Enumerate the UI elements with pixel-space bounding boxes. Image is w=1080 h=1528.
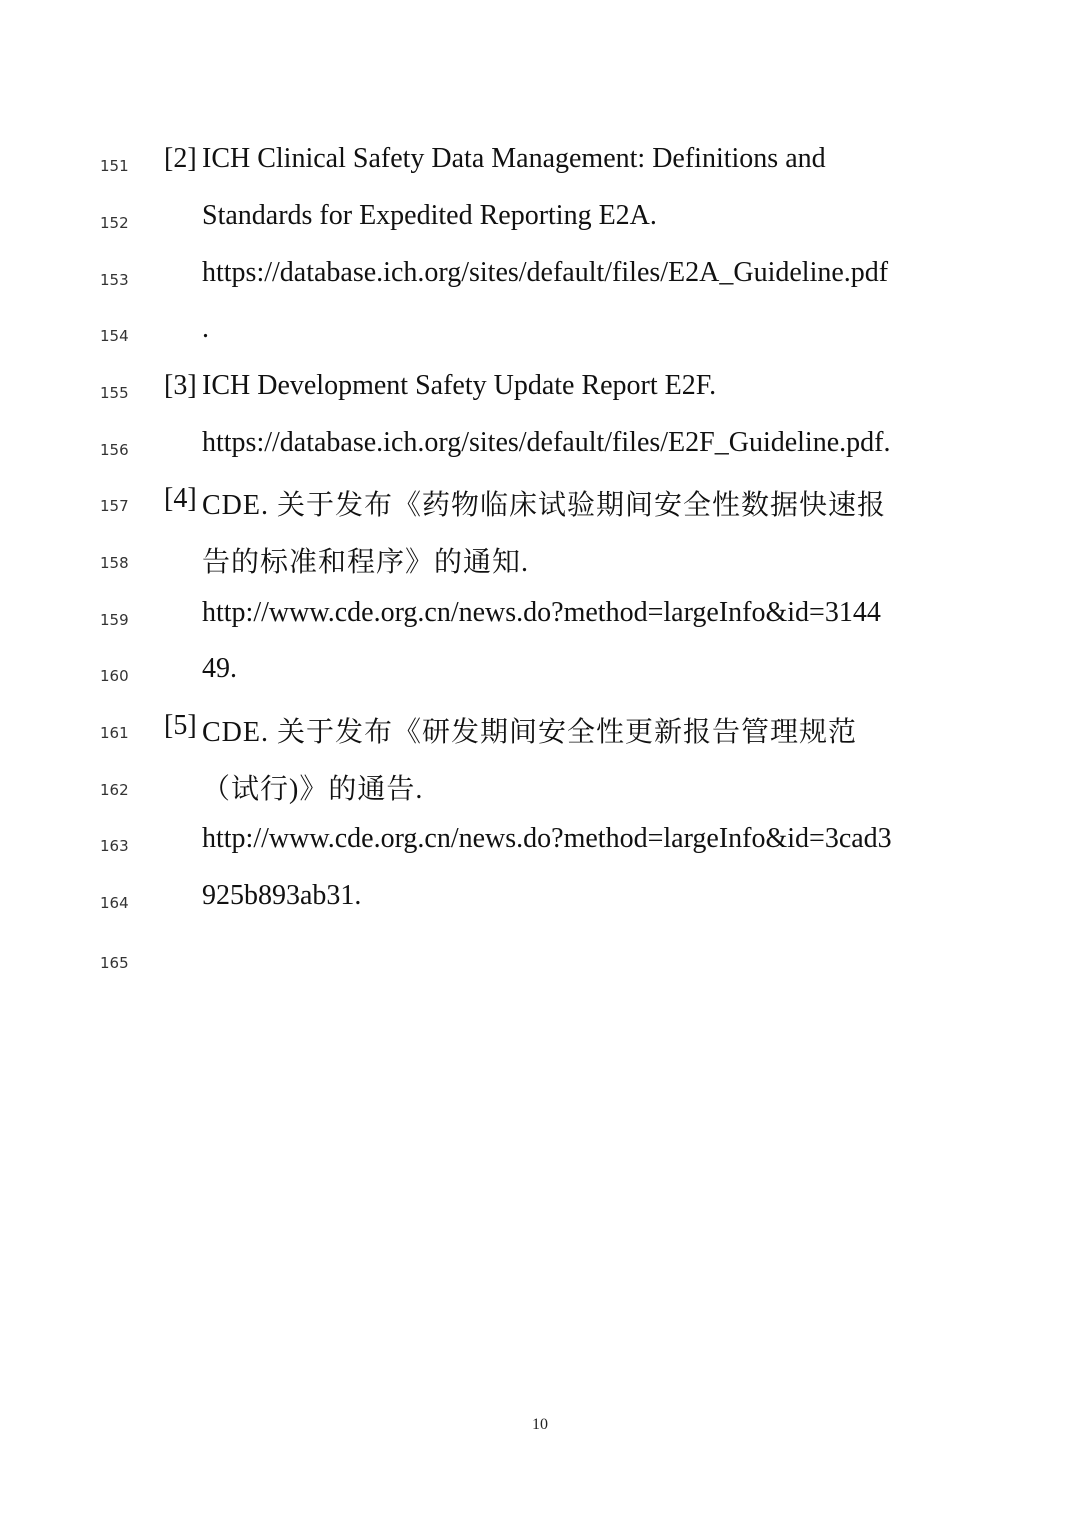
reference-text: （试行)》的通告. [202,774,424,805]
line-160 [0,653,1080,709]
reference-marker: [2] [164,143,197,174]
line-154 [0,313,1080,369]
line-number: 154 [100,327,129,345]
line-159 [0,597,1080,653]
line-number: 151 [100,157,129,175]
line-number: 165 [100,954,129,972]
line-158 [0,540,1080,596]
reference-text: ICH Clinical Safety Data Management: Definitions and [202,143,826,174]
line-155 [0,370,1080,426]
line-163 [0,823,1080,879]
reference-text: Standards for Expedited Reporting E2A. [202,200,657,231]
line-number: 161 [100,724,129,742]
line-153 [0,257,1080,313]
reference-url: https://database.ich.org/sites/default/files/E2F_Guideline.pdf. [202,427,891,458]
line-number: 163 [100,837,129,855]
line-165 [0,940,1080,996]
reference-marker: [3] [164,370,197,401]
line-number: 153 [100,271,129,289]
line-number: 160 [100,667,129,685]
line-151 [0,143,1080,199]
line-162 [0,767,1080,823]
line-152 [0,200,1080,256]
reference-marker: [5] [164,710,197,741]
line-number: 159 [100,611,129,629]
line-157 [0,483,1080,539]
line-number: 162 [100,781,129,799]
reference-text: 告的标准和程序》的通知. [202,547,530,578]
reference-text: CDE. 关于发布《研发期间安全性更新报告管理规范 [202,717,858,748]
reference-url: https://database.ich.org/sites/default/files/E2A_Guideline.pdf [202,257,889,288]
line-number: 156 [100,441,129,459]
reference-url: 49. [202,653,237,684]
line-156 [0,427,1080,483]
line-number: 157 [100,497,129,515]
line-161 [0,710,1080,766]
line-number: 152 [100,214,129,232]
reference-url: 925b893ab31. [202,880,362,911]
reference-url: http://www.cde.org.cn/news.do?method=largeInfo&id=3cad3 [202,823,892,854]
page-number: 10 [532,1416,548,1433]
line-164 [0,880,1080,936]
reference-text: . [202,313,209,344]
line-number: 155 [100,384,129,402]
reference-marker: [4] [164,483,197,514]
line-number: 158 [100,554,129,572]
reference-text: ICH Development Safety Update Report E2F. [202,370,717,401]
line-number: 164 [100,894,129,912]
reference-url: http://www.cde.org.cn/news.do?method=largeInfo&id=3144 [202,597,881,628]
reference-text: CDE. 关于发布《药物临床试验期间安全性数据快速报 [202,490,887,521]
